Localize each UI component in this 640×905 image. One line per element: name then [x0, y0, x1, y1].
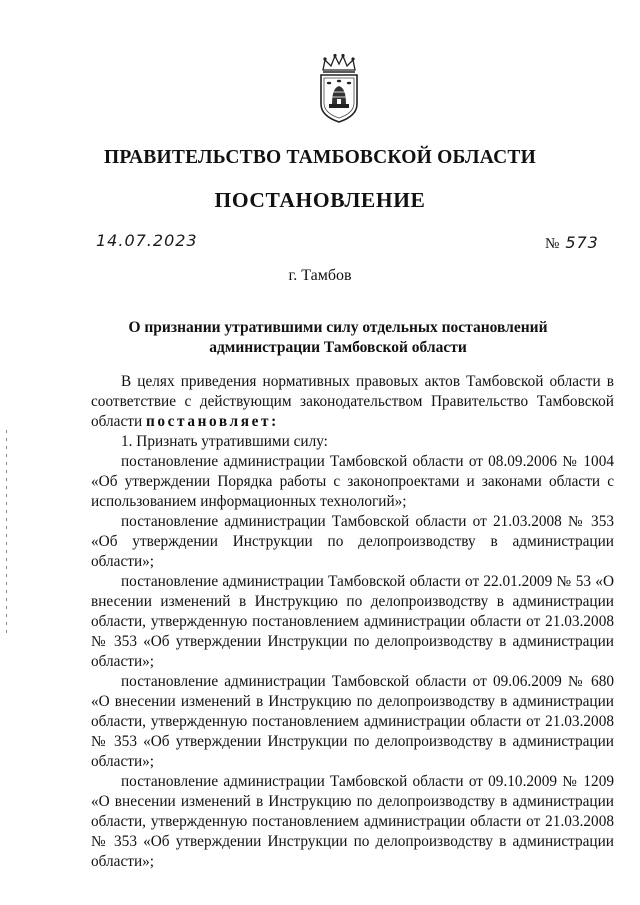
- act-paragraph: постановление администрации Тамбовской области от 21.03.2008 № 353 «Об утверждении Инструкции по делопроизводству в администрации области»;: [91, 513, 614, 570]
- tambov-coat-of-arms-icon: [317, 52, 361, 124]
- act-paragraph: постановление администрации Тамбовской области от 09.10.2009 № 1209 «О внесении изменений в Инструкцию по делопроизводству в администрации области, утвержденную постановлением администрации области от 21.03.2008 № 353 «Об утверждении Инструкции по делопроизводству в администрации области»;: [91, 773, 614, 870]
- scan-edge-marks: [6, 430, 8, 640]
- intro-paragraph: [91, 372, 614, 432]
- number-label: №: [545, 236, 560, 252]
- document-date: 14.07.2023: [96, 231, 198, 250]
- government-title: ПРАВИТЕЛЬСТВО ТАМБОВСКОЙ ОБЛАСТИ: [104, 147, 536, 168]
- act-paragraph: постановление администрации Тамбовской области от 09.06.2009 № 680 «О внесении изменений в Инструкцию по делопроизводству в администрации области, утвержденную постановлением администрации области от 21.03.2008 № 353 «Об утверждении Инструкции по делопроизводству в администрации области»;: [91, 673, 614, 770]
- intro-text: В целях приведения нормативных правовых актов Тамбовской области в соответствие с действующим законодательством Правительство Тамбовской области: [91, 373, 614, 430]
- item-1: 1. Признать утратившими силу:: [121, 433, 328, 450]
- subject-line-1: О признании утратившими силу отдельных постановлений: [128, 319, 548, 336]
- subject-line-2: администрации Тамбовской области: [209, 339, 467, 356]
- document-number: [545, 233, 599, 253]
- act-paragraph: постановление администрации Тамбовской области от 22.01.2009 № 53 «О внесении изменений в Инструкцию по делопроизводству в администрации области, утвержденную постановлением администрации области от 21.03.2008 № 353 «Об утверждении Инструкции по делопроизводству в администрации области»;: [91, 573, 614, 670]
- document-body: [91, 372, 614, 872]
- document-subject: [100, 318, 576, 358]
- number-value: 573: [565, 233, 599, 252]
- resolves-word: постановляет:: [145, 413, 279, 430]
- document-type: ПОСТАНОВЛЕНИЕ: [214, 188, 426, 212]
- act-paragraph: постановление администрации Тамбовской области от 08.09.2006 № 1004 «Об утверждении Порядка работы с законопроектами и законами области с использованием информационных технологий»;: [91, 453, 614, 510]
- document-city: г. Тамбов: [288, 267, 352, 284]
